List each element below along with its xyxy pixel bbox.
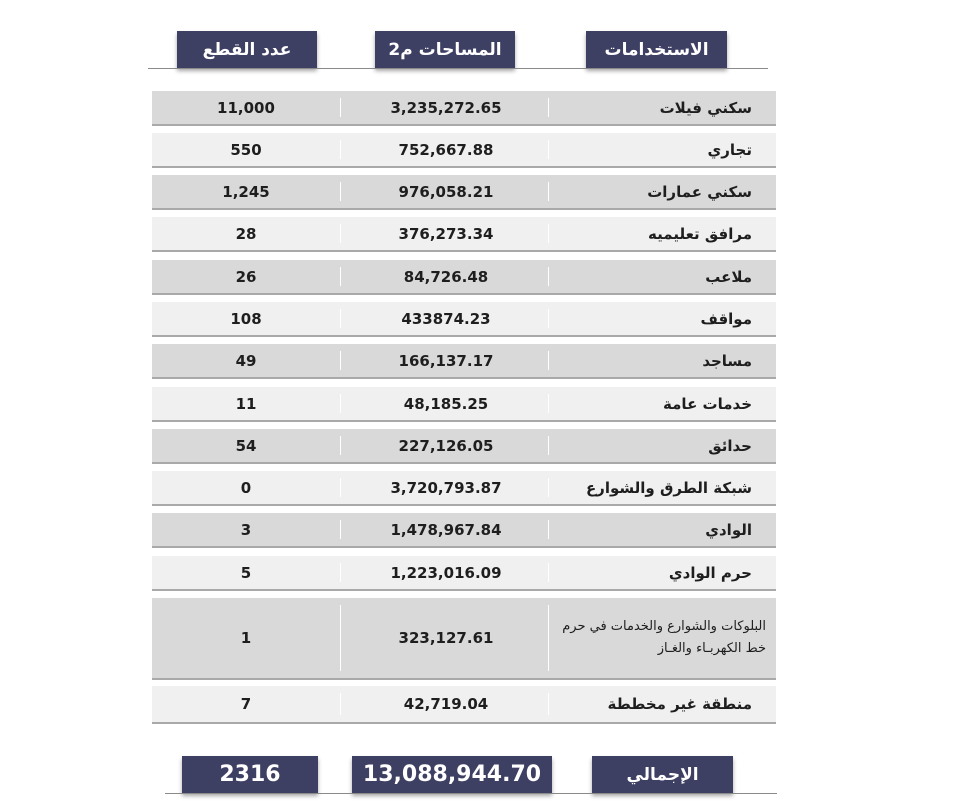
row-area-value: 376,273.34: [398, 224, 494, 243]
row-count-value: 5: [240, 563, 252, 582]
column-separator: [340, 436, 341, 455]
row-count-value: 550: [230, 140, 262, 159]
row-area-value: 3,235,272.65: [390, 98, 502, 117]
column-separator: [340, 605, 341, 671]
row-count-value: 26: [235, 267, 257, 286]
row-area-value: 166,137.17: [398, 351, 494, 370]
row-count-value: 49: [235, 351, 257, 370]
row-area-value: 48,185.25: [403, 394, 489, 413]
table-row: [152, 302, 776, 337]
row-count-value: 0: [240, 478, 252, 497]
row-count-value: 3: [240, 520, 252, 539]
header-divider: [148, 68, 768, 69]
column-separator: [340, 309, 341, 328]
row-area-value: 42,719.04: [403, 695, 489, 713]
row-use-label: خدمات عامة: [663, 394, 752, 413]
column-separator: [340, 98, 341, 117]
row-use-label: تجاري: [707, 140, 752, 159]
row-use-label: سكني فيلات: [659, 98, 752, 117]
row-area-value: 1,223,016.09: [390, 563, 502, 582]
table-row: [152, 471, 776, 506]
table-row: [152, 217, 776, 252]
header-uses: الاستخدامات: [586, 31, 727, 68]
row-use-label: الوادي: [705, 520, 752, 539]
table-row: [152, 387, 776, 422]
row-area-value: 323,127.61: [398, 629, 494, 647]
row-use-label: مواقف: [700, 309, 752, 328]
column-separator: [340, 224, 341, 243]
row-count-value: 7: [240, 695, 252, 713]
row-area-value: 84,726.48: [403, 267, 489, 286]
row-use-label: شبكة الطرق والشوارع: [585, 478, 752, 497]
row-use-label: سكني عمارات: [647, 182, 752, 201]
total-divider: [165, 793, 777, 794]
row-count-value: 108: [230, 309, 262, 328]
row-count-value: 54: [235, 436, 257, 455]
row-count-value: 11,000: [217, 98, 275, 117]
column-separator: [340, 563, 341, 582]
row-count-value: 11: [235, 394, 257, 413]
row-use-label: منطقة غير مخططة: [607, 695, 752, 713]
table-row: [152, 513, 776, 548]
row-area-value: 433874.23: [401, 309, 491, 328]
column-separator: [340, 520, 341, 539]
table-row: [152, 344, 776, 379]
table-row: [152, 556, 776, 591]
row-use-label: حرم الوادي: [668, 563, 752, 582]
column-separator: [340, 478, 341, 497]
total-label: الإجمالي: [592, 756, 733, 793]
table-row: [152, 429, 776, 464]
table-row: [152, 91, 776, 126]
row-use-label: ملاعب: [705, 267, 752, 286]
row-count-value: 1: [240, 629, 252, 647]
column-separator: [340, 140, 341, 159]
total-count: 2316: [182, 756, 318, 793]
row-use-label: حدائق: [708, 436, 752, 455]
column-separator: [340, 394, 341, 413]
column-separator: [340, 351, 341, 370]
row-area-value: 1,478,967.84: [390, 520, 502, 539]
row-area-value: 976,058.21: [398, 182, 494, 201]
row-area-value: 3,720,793.87: [390, 478, 502, 497]
header-area: المساحات م2: [375, 31, 515, 68]
row-area-value: 227,126.05: [398, 436, 494, 455]
table-row: [152, 686, 776, 724]
table-row: [152, 175, 776, 210]
total-area: 13,088,944.70: [352, 756, 552, 793]
row-count-value: 1,245: [222, 182, 270, 201]
row-use-label: البلوكات والشوارع والخدمات في حرم خط الكهربـاء والغـاز: [562, 619, 766, 656]
table-row: [152, 133, 776, 168]
header-count: عدد القطع: [177, 31, 317, 68]
row-area-value: 752,667.88: [398, 140, 494, 159]
column-separator: [340, 182, 341, 201]
row-use-label: مساجد: [702, 351, 752, 370]
table-row: [152, 260, 776, 295]
column-separator: [340, 267, 341, 286]
row-count-value: 28: [235, 224, 257, 243]
row-use-label: مرافق تعليميه: [648, 224, 752, 243]
column-separator: [340, 693, 341, 715]
table-row: [152, 598, 776, 680]
